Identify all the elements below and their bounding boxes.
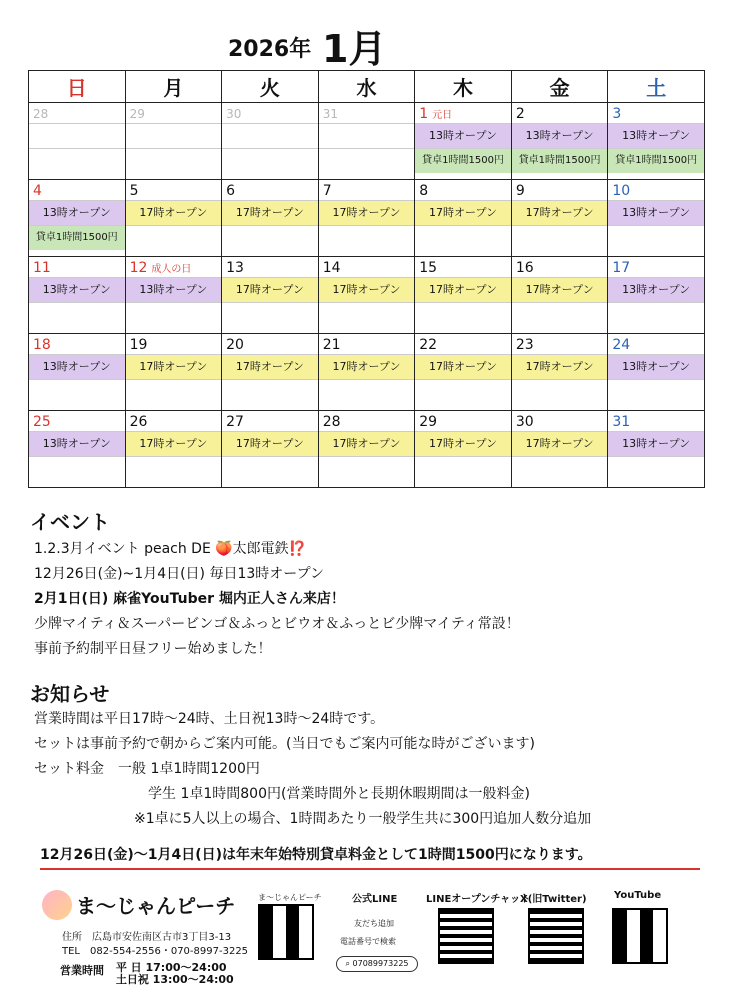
day-cell — [511, 411, 608, 488]
line-official-label: 公式LINE — [352, 894, 398, 905]
day-number-text: 10 — [612, 183, 631, 199]
day-number — [415, 334, 511, 354]
opening-time: 13時オープン — [608, 354, 704, 379]
table-rental-price — [608, 379, 704, 404]
day-number — [319, 257, 415, 277]
table-rental-price: 貸卓1時間1500円 — [608, 148, 704, 173]
youtube-qr-code[interactable] — [612, 908, 668, 964]
event-line: 事前予約制平日昼フリー始めました！ — [34, 641, 272, 657]
day-number — [222, 411, 318, 431]
day-number-text: 30 — [226, 107, 242, 121]
day-number — [608, 334, 704, 354]
day-number-text: 26 — [129, 414, 148, 430]
line-openchat-qr-code[interactable] — [438, 908, 494, 964]
week-row — [29, 103, 705, 180]
day-cell — [29, 334, 126, 411]
day-number-text: 6 — [226, 183, 236, 199]
day-cell — [608, 334, 705, 411]
day-number-text: 17 — [612, 260, 631, 276]
day-cell — [318, 411, 415, 488]
year-label: 2026年 — [228, 37, 312, 62]
day-number — [222, 257, 318, 277]
table-rental-price — [126, 225, 222, 250]
day-number — [29, 103, 125, 123]
opening-time: 13時オープン — [29, 354, 125, 379]
weekday-sun: 日 — [29, 71, 126, 103]
day-number — [222, 334, 318, 354]
day-cell — [29, 103, 126, 180]
day-number — [222, 180, 318, 200]
day-number-text: 28 — [33, 107, 49, 121]
day-cell — [511, 334, 608, 411]
day-number-text: 29 — [129, 107, 145, 121]
notice-line: セット料金 一般 1卓1時間1200円 — [34, 761, 260, 777]
day-number — [608, 103, 704, 123]
day-cell — [318, 103, 415, 180]
line-add-friend: 友だち追加 — [354, 919, 394, 928]
day-number-text: 27 — [226, 414, 244, 430]
day-number-text: 8 — [419, 183, 429, 199]
opening-time: 17時オープン — [222, 431, 318, 456]
week-row — [29, 257, 705, 334]
day-number — [415, 257, 511, 277]
holiday-label: 成人の日 — [151, 264, 192, 275]
table-rental-price — [512, 456, 608, 481]
opening-time: 17時オープン — [512, 431, 608, 456]
day-number — [512, 103, 608, 123]
day-number — [415, 103, 511, 123]
opening-time — [222, 123, 318, 148]
day-number — [319, 103, 415, 123]
day-cell — [415, 257, 512, 334]
day-number — [415, 411, 511, 431]
opening-time: 17時オープン — [319, 200, 415, 225]
notice-line: 学生 1卓1時間800円(営業時間外と長期休暇期間は一般料金) — [148, 786, 530, 802]
opening-time: 17時オープン — [126, 431, 222, 456]
day-cell — [608, 103, 705, 180]
table-rental-price — [126, 379, 222, 404]
day-cell — [415, 334, 512, 411]
opening-time: 17時オープン — [319, 431, 415, 456]
table-rental-price — [29, 456, 125, 481]
week-row — [29, 411, 705, 488]
day-cell — [608, 257, 705, 334]
opening-time: 13時オープン — [29, 277, 125, 302]
youtube-label: YouTube — [614, 890, 662, 901]
opening-time: 17時オープン — [415, 354, 511, 379]
day-number — [222, 103, 318, 123]
event-line: 少牌マイティ＆スーパービンゴ＆ふっとビウオ＆ふっとビ少牌マイティ常設！ — [34, 616, 520, 632]
opening-time: 17時オープン — [415, 200, 511, 225]
notice-line: 営業時間は平日17時〜24時、土日祝13時〜24時です。 — [34, 711, 385, 727]
telephone: TEL 082-554-2556・070-8997-3225 — [62, 946, 249, 957]
day-cell — [222, 103, 319, 180]
opening-time: 17時オープン — [512, 277, 608, 302]
table-rental-price — [319, 379, 415, 404]
day-number — [126, 180, 222, 200]
day-number — [608, 257, 704, 277]
day-number — [29, 257, 125, 277]
day-number-text: 1 — [419, 106, 429, 122]
table-rental-price — [29, 148, 125, 173]
opening-time: 13時オープン — [126, 277, 222, 302]
day-number-text: 22 — [419, 337, 438, 353]
table-rental-price — [126, 148, 222, 173]
opening-time: 13時オープン — [608, 431, 704, 456]
table-rental-price: 貸卓1時間1500円 — [415, 148, 511, 173]
day-number-text: 31 — [612, 414, 631, 430]
notice-line: セットは事前予約で朝からご案内可能。(当日でもご案内可能な時がございます) — [34, 736, 535, 752]
footer — [0, 878, 732, 1000]
day-number-text: 15 — [419, 260, 438, 276]
table-rental-price — [319, 148, 415, 173]
day-number — [319, 334, 415, 354]
table-rental-price — [319, 302, 415, 327]
day-cell — [125, 334, 222, 411]
event-line: 1.2.3月イベント peach DE 🍑太郎電鉄⁉️ — [34, 541, 307, 557]
day-cell — [415, 180, 512, 257]
weekday-wed: 水 — [318, 71, 415, 103]
opening-time: 17時オープン — [415, 431, 511, 456]
table-rental-price — [29, 302, 125, 327]
line-phone-search[interactable] — [336, 956, 418, 972]
opening-time: 13時オープン — [512, 123, 608, 148]
table-rental-price: 貸卓1時間1500円 — [29, 225, 125, 250]
day-number-text: 19 — [129, 337, 148, 353]
day-cell — [29, 180, 126, 257]
day-number — [608, 411, 704, 431]
day-number — [29, 180, 125, 200]
day-cell — [125, 257, 222, 334]
day-number — [319, 411, 415, 431]
day-number-text: 28 — [322, 414, 341, 430]
day-number-text: 11 — [33, 260, 51, 276]
line-phone-number: 07089973225 — [352, 959, 409, 968]
opening-time: 17時オープン — [319, 354, 415, 379]
day-cell — [125, 180, 222, 257]
search-icon: ⌕ — [345, 959, 350, 968]
weekday-thu: 木 — [415, 71, 512, 103]
day-number-text: 12 — [129, 260, 148, 276]
hours-label: 営業時間 — [60, 964, 104, 977]
opening-time — [29, 123, 125, 148]
calendar-table — [28, 70, 705, 488]
line-openchat-label: LINEオープンチャット — [426, 894, 531, 905]
day-number-text: 9 — [515, 183, 525, 199]
weekday-hours: 平 日 17:00〜24:00 — [115, 961, 227, 974]
day-cell — [29, 411, 126, 488]
opening-time — [126, 123, 222, 148]
opening-time: 13時オープン — [415, 123, 511, 148]
opening-time: 13時オープン — [608, 123, 704, 148]
x-qr-code[interactable] — [528, 908, 584, 964]
day-number-text: 2 — [515, 106, 525, 122]
day-number — [29, 411, 125, 431]
address: 住所 広島市安佐南区古市3丁目3-13 — [62, 932, 232, 943]
day-number-text: 25 — [33, 414, 51, 430]
weekday-fri: 金 — [511, 71, 608, 103]
table-rental-price — [319, 225, 415, 250]
table-rental-price — [222, 148, 318, 173]
table-rental-price — [415, 456, 511, 481]
day-cell — [511, 180, 608, 257]
day-cell — [125, 103, 222, 180]
day-cell — [318, 334, 415, 411]
day-number-text: 18 — [33, 337, 51, 353]
day-number — [29, 334, 125, 354]
opening-time — [319, 123, 415, 148]
day-cell — [608, 411, 705, 488]
opening-time: 17時オープン — [512, 354, 608, 379]
day-number — [126, 334, 222, 354]
x-label: X(旧Twitter) — [520, 894, 587, 905]
day-cell — [29, 257, 126, 334]
opening-time: 17時オープン — [126, 354, 222, 379]
day-number-text: 24 — [612, 337, 631, 353]
special-price-banner: 12月26日(金)〜1月4日(日)は年末年始特別貸卓料金として1時間1500円になります。 — [40, 844, 700, 870]
opening-time: 17時オープン — [222, 354, 318, 379]
opening-time: 17時オープン — [415, 277, 511, 302]
table-rental-price — [608, 456, 704, 481]
line-search-by-phone: 電話番号で検索 — [340, 937, 396, 946]
notices-heading: お知らせ — [30, 682, 110, 706]
day-number — [415, 180, 511, 200]
day-number — [126, 103, 222, 123]
day-cell — [415, 103, 512, 180]
day-number — [608, 180, 704, 200]
day-cell — [222, 411, 319, 488]
shop-name: ま〜じゃんピーチ — [76, 894, 236, 918]
table-rental-price — [512, 379, 608, 404]
day-number-text: 21 — [322, 337, 341, 353]
weekday-tue: 火 — [222, 71, 319, 103]
day-cell — [511, 257, 608, 334]
day-number-text: 4 — [33, 183, 42, 199]
table-rental-price — [222, 456, 318, 481]
event-line: 2月1日(日) 麻雀YouTuber 堀内正人さん来店！ — [34, 591, 345, 607]
opening-time: 17時オープン — [319, 277, 415, 302]
week-row — [29, 334, 705, 411]
table-rental-price — [222, 225, 318, 250]
day-number — [126, 257, 222, 277]
day-cell — [222, 180, 319, 257]
table-rental-price — [29, 379, 125, 404]
day-number — [512, 334, 608, 354]
month-label: 1月 — [322, 27, 387, 71]
day-number-text: 30 — [515, 414, 534, 430]
table-rental-price: 貸卓1時間1500円 — [512, 148, 608, 173]
day-number-text: 7 — [322, 183, 332, 199]
table-rental-price — [222, 379, 318, 404]
table-rental-price — [608, 302, 704, 327]
table-rental-price — [512, 302, 608, 327]
day-number — [512, 411, 608, 431]
table-rental-price — [222, 302, 318, 327]
day-number-text: 5 — [129, 183, 139, 199]
events-heading: イベント — [30, 510, 110, 534]
opening-time: 17時オープン — [512, 200, 608, 225]
day-number-text: 20 — [226, 337, 244, 353]
day-number — [512, 257, 608, 277]
day-cell — [608, 180, 705, 257]
opening-time: 13時オープン — [608, 200, 704, 225]
table-rental-price — [319, 456, 415, 481]
weekday-row — [29, 71, 705, 103]
weekday-mon: 月 — [125, 71, 222, 103]
day-number — [512, 180, 608, 200]
day-cell — [125, 411, 222, 488]
day-number — [126, 411, 222, 431]
day-number-text: 16 — [515, 260, 534, 276]
day-number-text: 23 — [515, 337, 534, 353]
table-rental-price — [415, 225, 511, 250]
day-cell — [222, 257, 319, 334]
table-rental-price — [126, 456, 222, 481]
event-line: 12月26日(金)~1月4日(日) 毎日13時オープン — [34, 566, 325, 582]
table-rental-price — [512, 225, 608, 250]
day-number-text: 14 — [322, 260, 341, 276]
day-number-text: 29 — [419, 414, 438, 430]
day-cell — [318, 180, 415, 257]
peach-logo-icon — [42, 890, 72, 920]
table-rental-price — [608, 225, 704, 250]
qr-caption: ま〜じゃんピーチ — [258, 893, 322, 902]
opening-time: 13時オープン — [29, 200, 125, 225]
opening-time: 13時オープン — [29, 431, 125, 456]
opening-time: 17時オープン — [222, 200, 318, 225]
day-number-text: 13 — [226, 260, 244, 276]
weekend-hours: 土日祝 13:00〜24:00 — [115, 973, 234, 986]
opening-time: 17時オープン — [126, 200, 222, 225]
day-cell — [415, 411, 512, 488]
weekday-sat: 土 — [608, 71, 705, 103]
holiday-label: 元日 — [432, 110, 453, 121]
opening-time: 17時オープン — [222, 277, 318, 302]
day-number — [319, 180, 415, 200]
day-cell — [511, 103, 608, 180]
shop-qr-code[interactable] — [258, 904, 314, 960]
business-hours — [60, 962, 234, 986]
day-number-text: 3 — [612, 106, 622, 122]
table-rental-price — [415, 379, 511, 404]
opening-time: 13時オープン — [608, 277, 704, 302]
day-cell — [222, 334, 319, 411]
notice-line: ※1卓に5人以上の場合、1時間あたり一般学生共に300円追加人数分追加 — [134, 811, 592, 827]
table-rental-price — [126, 302, 222, 327]
table-rental-price — [415, 302, 511, 327]
day-number-text: 31 — [322, 107, 338, 121]
day-cell — [318, 257, 415, 334]
week-row — [29, 180, 705, 257]
